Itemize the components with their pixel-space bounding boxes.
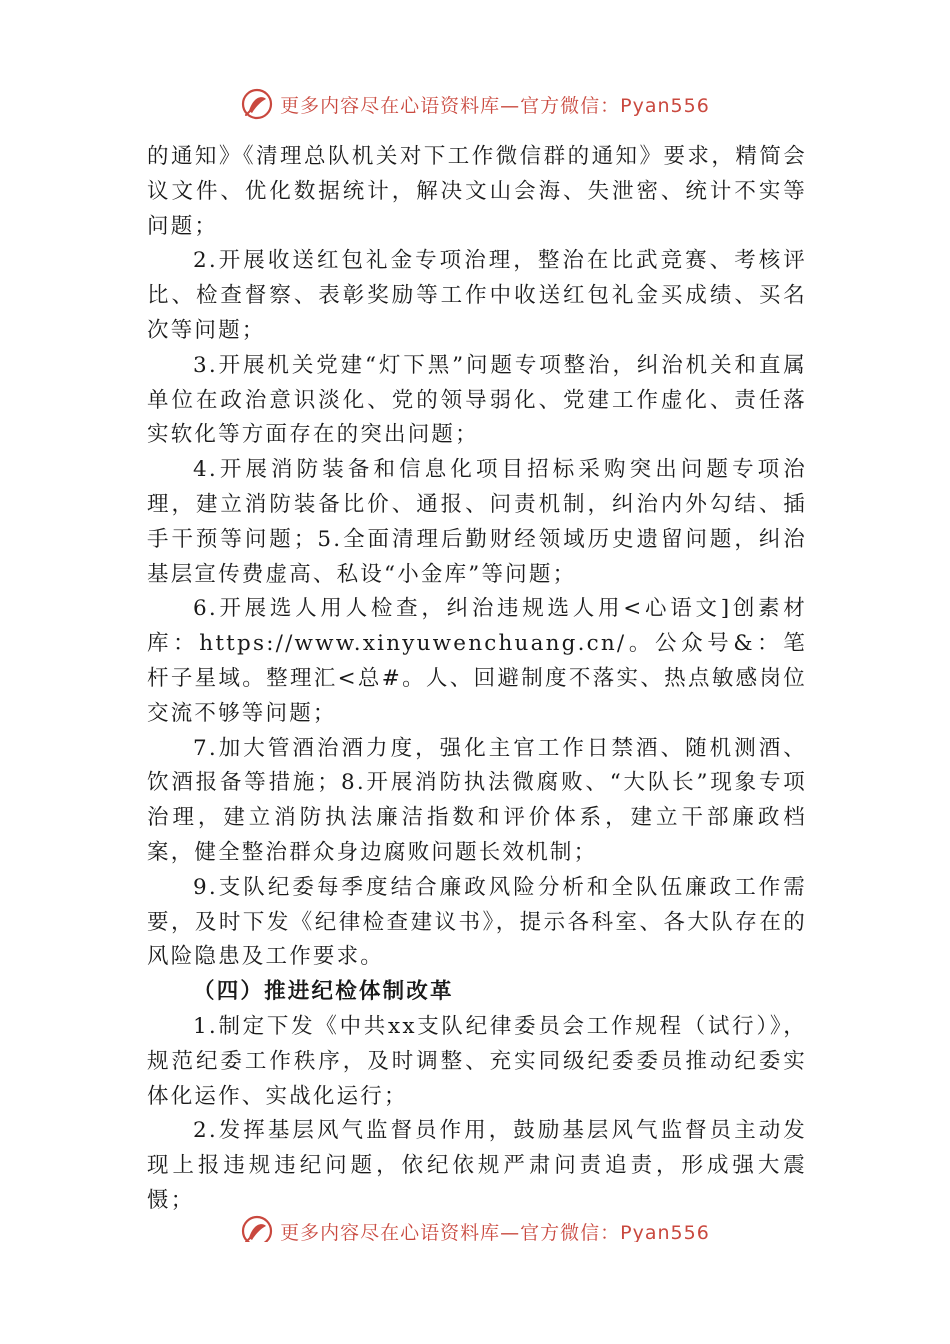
paragraph-item-6: 6.开展选人用人检查，纠治违规选人用<心语文]创素材库：https://www.xinyuwenchuang.cn/。公众号&：笔杆子星域。整理汇<总#。人、回避制度不落实、热点敏感岗位交流不够等问题；: [147, 596, 807, 726]
footer-watermark: [0, 1202, 950, 1242]
paragraph-item-7-8: 7.加大管酒治酒力度，强化主官工作日禁酒、随机测酒、饮酒报备等措施；8.开展消防执法微腐败、“大队长”现象专项治理，建立消防执法廉洁指数和评价体系，建立干部廉政档案，健全整治群众身边腐败问题长效机制；: [147, 735, 807, 865]
paragraph-reform-1: 1.制定下发《中共xx支队纪律委员会工作规程（试行）》，规范纪委工作秩序，及时调整、充实同级纪委委员推动纪委实体化运作、实战化运行；: [147, 1013, 807, 1109]
section-heading: （四）推进纪检体制改革: [193, 979, 454, 1005]
document-body: [147, 140, 807, 1219]
paragraph-item-2: 2.开展收送红包礼金专项治理，整治在比武竞赛、考核评比、检查督察、表彰奖励等工作中收送红包礼金买成绩、买名次等问题；: [147, 248, 807, 343]
paragraph-continuation: 的通知》《清理总队机关对下工作微信群的通知》要求，精简会议文件、优化数据统计，解决文山会海、失泄密、统计不实等问题；: [147, 144, 807, 239]
logo-icon: [240, 87, 274, 121]
header-watermark-text: 更多内容尽在心语资料库—官方微信：Pyan556: [280, 94, 710, 117]
footer-watermark-text: 更多内容尽在心语资料库—官方微信：Pyan556: [280, 1221, 710, 1242]
paragraph-item-9: 9.支队纪委每季度结合廉政风险分析和全队伍廉政工作需要，及时下发《纪律检查建议书》，提示各科室、各大队存在的风险隐患及工作要求。: [147, 874, 807, 970]
header-watermark: [0, 84, 950, 124]
logo-icon: [240, 1214, 274, 1242]
paragraph-reform-2: 2.发挥基层风气监督员作用，鼓励基层风气监督员主动发现上报违规违纪问题，依纪依规严肃问责追责，形成强大震慑；: [147, 1118, 807, 1213]
paragraph-item-4-5: 4.开展消防装备和信息化项目招标采购突出问题专项治理，建立消防装备比价、通报、问责机制，纠治内外勾结、插手干预等问题；5.全面清理后勤财经领域历史遗留问题，纠治基层宣传费虚高、私设“小金库”等问题；: [147, 457, 807, 587]
paragraph-item-3: 3.开展机关党建“灯下黑”问题专项整治，纠治机关和直属单位在政治意识淡化、党的领导弱化、党建工作虚化、责任落实软化等方面存在的突出问题；: [147, 352, 807, 448]
